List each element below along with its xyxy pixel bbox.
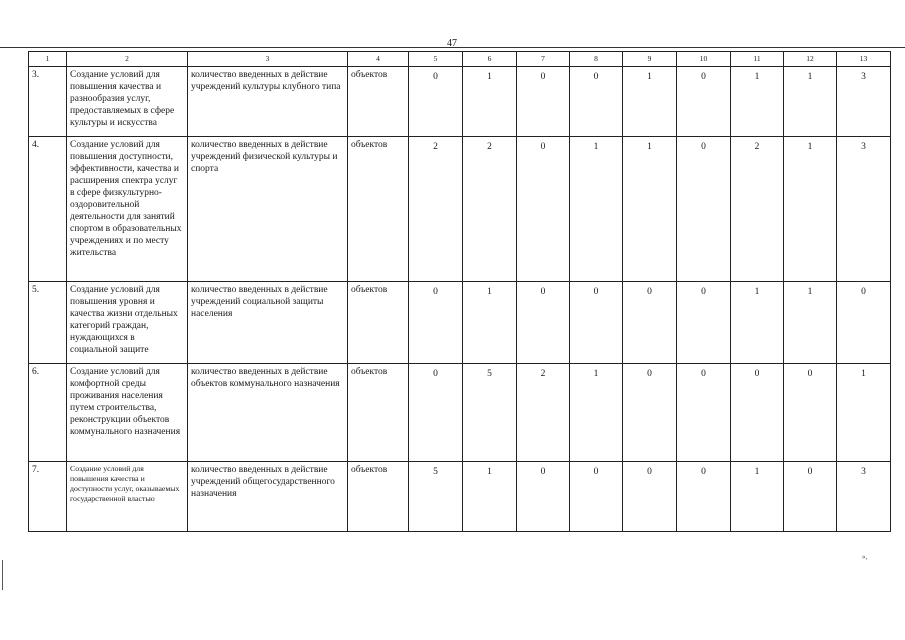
value-cell: 0 <box>677 282 731 364</box>
value-cell: 3 <box>837 137 891 282</box>
indicator-text: количество введенных в действие учреждений культуры клубного типа <box>188 67 348 137</box>
value-cell: 0 <box>570 462 623 532</box>
objective-text: Создание условий для повышения уровня и качества жизни отдельных категорий граждан, нуждающихся в социальной защите <box>67 282 188 364</box>
value-cell: 1 <box>570 137 623 282</box>
value-cell: 0 <box>623 364 677 462</box>
table-row <box>29 364 891 462</box>
value-cell: 0 <box>570 67 623 137</box>
value-cell: 1 <box>463 67 517 137</box>
column-header: 2 <box>67 52 188 67</box>
value-cell: 1 <box>837 364 891 462</box>
column-header: 12 <box>784 52 837 67</box>
value-cell: 0 <box>570 282 623 364</box>
value-cell: 5 <box>409 462 463 532</box>
indicator-text: количество введенных в действие учреждений социальной защиты населения <box>188 282 348 364</box>
column-header: 13 <box>837 52 891 67</box>
value-cell: 0 <box>517 462 570 532</box>
table-row <box>29 282 891 364</box>
value-cell: 3 <box>837 67 891 137</box>
value-cell: 0 <box>409 364 463 462</box>
value-cell: 1 <box>463 462 517 532</box>
top-rule <box>0 47 905 48</box>
unit-text: объектов <box>348 282 409 364</box>
indicator-text: количество введенных в действие объектов коммунального назначения <box>188 364 348 462</box>
value-cell: 2 <box>731 137 784 282</box>
column-header: 8 <box>570 52 623 67</box>
value-cell: 1 <box>570 364 623 462</box>
value-cell: 1 <box>784 137 837 282</box>
page-number: 47 <box>447 38 457 49</box>
column-header: 6 <box>463 52 517 67</box>
value-cell: 1 <box>784 67 837 137</box>
value-cell: 3 <box>837 462 891 532</box>
program-indicators-table <box>28 51 891 532</box>
row-number: 5. <box>29 282 67 364</box>
column-header: 11 <box>731 52 784 67</box>
corner-mark: », <box>862 553 868 561</box>
column-header: 7 <box>517 52 570 67</box>
objective-text: Создание условий для комфортной среды проживания населения путем строительства, реконструкции объектов коммунального назначения <box>67 364 188 462</box>
value-cell: 0 <box>784 462 837 532</box>
value-cell: 2 <box>517 364 570 462</box>
value-cell: 0 <box>409 282 463 364</box>
value-cell: 1 <box>731 67 784 137</box>
unit-text: объектов <box>348 364 409 462</box>
column-header: 1 <box>29 52 67 67</box>
value-cell: 1 <box>463 282 517 364</box>
unit-text: объектов <box>348 462 409 532</box>
value-cell: 5 <box>463 364 517 462</box>
row-number: 3. <box>29 67 67 137</box>
objective-text: Создание условий для повышения доступности, эффективности, качества и расширения спектра услуг в сфере физкультурно-оздоровительной деятельности для занятий спортом в образовательных учреждениях и по месту жительства <box>67 137 188 282</box>
indicator-text: количество введенных в действие учреждений общегосударственного назначения <box>188 462 348 532</box>
value-cell: 1 <box>623 137 677 282</box>
value-cell: 0 <box>677 462 731 532</box>
column-header: 5 <box>409 52 463 67</box>
value-cell: 0 <box>731 364 784 462</box>
value-cell: 2 <box>463 137 517 282</box>
column-header: 10 <box>677 52 731 67</box>
value-cell: 0 <box>784 364 837 462</box>
value-cell: 0 <box>623 282 677 364</box>
column-number-row <box>29 52 891 67</box>
value-cell: 1 <box>784 282 837 364</box>
unit-text: объектов <box>348 67 409 137</box>
value-cell: 0 <box>837 282 891 364</box>
value-cell: 1 <box>731 282 784 364</box>
value-cell: 0 <box>677 67 731 137</box>
table-row <box>29 137 891 282</box>
column-header: 9 <box>623 52 677 67</box>
value-cell: 0 <box>677 364 731 462</box>
row-number: 4. <box>29 137 67 282</box>
value-cell: 2 <box>409 137 463 282</box>
objective-text: Создание условий для повышения качества и доступности услуг, оказываемых государственной властью <box>67 462 188 532</box>
value-cell: 0 <box>677 137 731 282</box>
scan-edge-mark <box>2 560 3 590</box>
column-header: 4 <box>348 52 409 67</box>
table-row <box>29 462 891 532</box>
unit-text: объектов <box>348 137 409 282</box>
value-cell: 0 <box>517 282 570 364</box>
value-cell: 1 <box>623 67 677 137</box>
value-cell: 0 <box>517 67 570 137</box>
column-header: 3 <box>188 52 348 67</box>
value-cell: 1 <box>731 462 784 532</box>
value-cell: 0 <box>409 67 463 137</box>
value-cell: 0 <box>623 462 677 532</box>
objective-text: Создание условий для повышения качества и разнообразия услуг, предоставляемых в сфере культуры и искусства <box>67 67 188 137</box>
value-cell: 0 <box>517 137 570 282</box>
row-number: 6. <box>29 364 67 462</box>
indicator-text: количество введенных в действие учреждений физической культуры и спорта <box>188 137 348 282</box>
table-row <box>29 67 891 137</box>
row-number: 7. <box>29 462 67 532</box>
